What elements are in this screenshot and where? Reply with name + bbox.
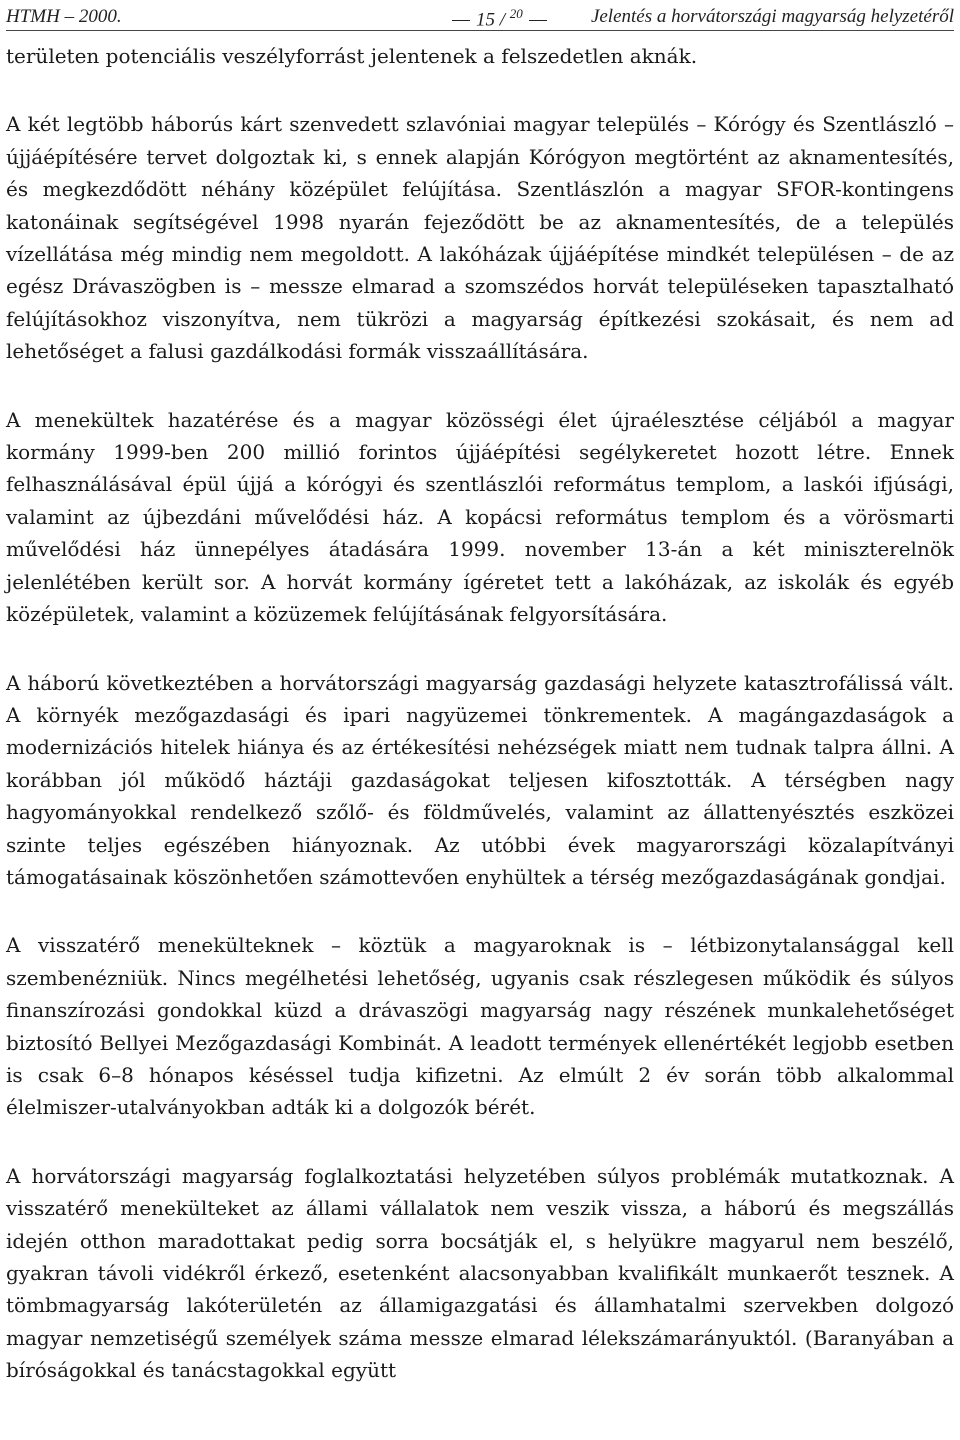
page-total: 20 [509,6,523,21]
page-number: 15 / $^{20}$ [446,6,553,31]
paragraph-employment: A horvátországi magyarság foglalkoztatási helyzetében súlyos problémák mutatkoznak. A visszatérő menekülteket az állami vállalatok nem veszik vissza, a háború és megszállás idején otthon maradottakat pedig sorra bocsátják el, s helyükre magyarul nem beszélő, gyakran távoli vidékről érkező, esetenként alacsonyabban kvalifikált munkaerőt tesznek. A tömbmagyarság lakóterületén az államigazgatási és államhatalmi szervekben dolgozó magyar nemzetiségű személyek száma messze elmarad lélekszámarányuktól. (Baranyában a bíróságokkal és tanácstagokkal együtt [6,1163,954,1383]
paragraph-refugees: A menekültek hazatérése és a magyar közösségi élet újraélesztése céljából a magyar kormány 1999-ben 200 millió forintos újjáépítési segélykeretet hozott létre. Ennek felhasználásával épül újjá a kórógyi és szentlászlói református templom, a laskói ifjúsági, valamint az újbezdáni művelődési ház. A kopácsi református templom és a vörösmarti művelődési ház ünnepélyes átadására 1999. november 13-án a két miniszterelnök jelenlétében került sor. A horvát kormány ígéretet tett a lakóházak, az iskolák és egyéb középületek, valamint a közüzemek felújításának felgyorsítására. [6,407,954,627]
dash-left [452,20,470,21]
paragraph-continuation: területen potenciális veszélyforrást jelentenek a felszedetlen aknák. [6,44,698,68]
paragraph-economy: A háború következtében a horvátországi magyarság gazdasági helyzete katasztrofálissá vált. A környék mezőgazdasági és ipari nagyüzemei tönkrementek. A magángazdaságok a modernizációs hitelek hiánya és az értékesítési nehézségek miatt nem tudnak talpra állni. A korábban jól működő háztáji gazdaságokat teljesen kifosztották. A térségben nagy hagyományokkal rendelkező szőlő- és földművelés, valamint az állattenyésztés eszközei szinte teljes egészében hiányoznak. Az utóbbi évek magyarországi közalapítványi támogatásainak köszönhetően számottevően enyhültek a térség mezőgazdaságának gondjai. [6,670,954,889]
page-header [6,4,954,31]
document-body [6,40,954,1423]
header-publication: HTMH – 2000. [6,6,122,27]
paragraph-reconstruction: A két legtöbb háborús kárt szenvedett szlavóniai magyar település – Kórógy és Szentlászló – újjáépítésére tervet dolgoztak ki, s ennek alapján Kórógyon megtörtént az aknamentesítés, és megkezdődött néhány középület felújítása. Szentlászlón a magyar SFOR-kontingens katonáinak segítségével 1998 nyarán fejeződött be az aknamentesítés, de a település vízellátása még mindig nem megoldott. A lakóházak újjáépítése mindkét településen – de az egész Drávaszögben is – messze elmarad a szomszédos horvát településeken tapasztalható felújításokhoz viszonyítva, nem tükrözi a magyarság építkezési szokásait, és nem ad lehetőséget a falusi gazdálkodási formák visszaállítására. [6,112,954,364]
dash-right [529,20,547,21]
page-current: 15 [476,9,495,31]
header-report-title: Jelentés a horvátországi magyarság helyzetéről [590,6,954,27]
paragraph-returnees: A visszatérő menekülteknek – köztük a magyaroknak is – létbizonytalansággal kell szembenézniük. Nincs megélhetési lehetőség, ugyanis csak részlegesen működik és súlyos finanszírozási gondokkal küzd a drávaszögi magyarság nagy részének munkalehetőséget biztosító Bellyei Mezőgazdasági Kombinát. A leadott termények ellenértékét legjobb esetben is csak 6–8 hónapos késéssel tudja kifizetni. Az elmúlt 2 év során több alkalommal élelmiszer-utalványokban adták ki a dolgozók bérét. [6,933,954,1120]
